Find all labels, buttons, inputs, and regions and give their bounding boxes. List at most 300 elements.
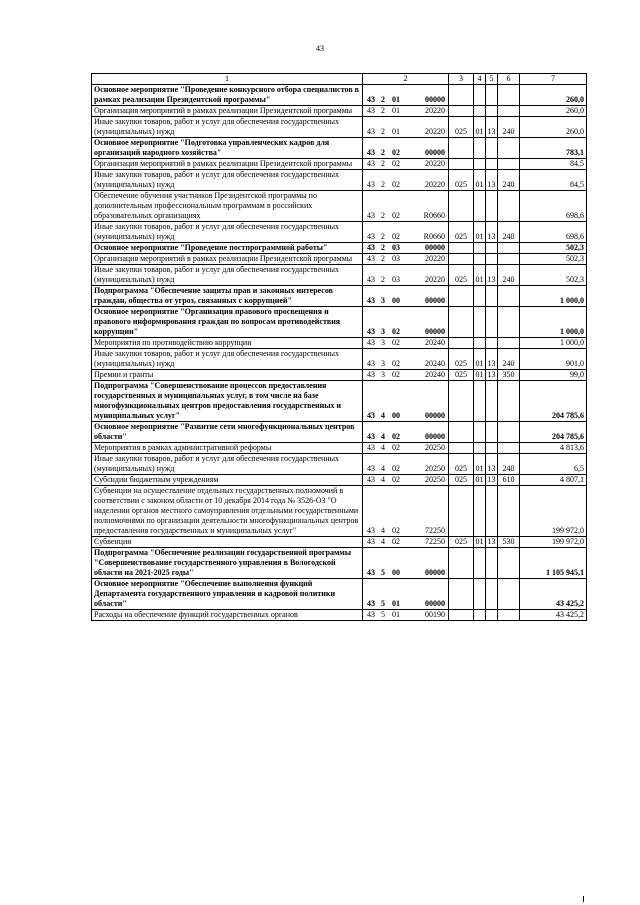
amount: 43 425,2 [520, 579, 587, 610]
target-code [363, 486, 449, 537]
section-code [474, 579, 486, 610]
expense-type-code [498, 159, 520, 170]
code-part: 72250 [425, 537, 445, 546]
subsection-code [486, 254, 498, 265]
code-part: R0660 [423, 211, 445, 220]
ministry-code [449, 243, 474, 254]
header-cell: 7 [520, 74, 587, 85]
budget-table [91, 73, 587, 621]
code-part: 20220 [425, 180, 445, 189]
table-row [92, 579, 587, 610]
code-part: 02 [392, 232, 400, 241]
table-row [92, 443, 587, 454]
target-code [363, 85, 449, 106]
item-name: Организация мероприятий в рамках реализации Президентской программы [92, 254, 363, 265]
code-part: 02 [392, 148, 400, 157]
target-code [363, 548, 449, 579]
amount: 204 785,6 [520, 422, 587, 443]
table-row [92, 610, 587, 621]
subsection-code [486, 159, 498, 170]
code-part: 00000 [425, 568, 445, 577]
code-part: 43 [367, 327, 375, 336]
amount: 901,0 [520, 349, 587, 370]
expense-type-code [498, 85, 520, 106]
amount: 260,0 [520, 106, 587, 117]
code-part: 2 [381, 243, 385, 252]
code-part: 00000 [425, 296, 445, 305]
ministry-code [449, 159, 474, 170]
item-name: Иные закупки товаров, работ и услуг для обеспечения государственных (муниципальных) нужд [92, 222, 363, 243]
code-part: 2 [381, 106, 385, 115]
subsection-code: 13 [486, 454, 498, 475]
code-part: 20220 [425, 127, 445, 136]
page-number: 43 [316, 44, 324, 53]
item-name: Основное мероприятие "Обеспечение выполнения функций Департамента государственного управления и кадровой политики области" [92, 579, 363, 610]
target-code [363, 138, 449, 159]
code-part: 2 [381, 159, 385, 168]
code-part: 43 [367, 148, 375, 157]
ministry-code [449, 548, 474, 579]
code-part: 02 [392, 338, 400, 347]
code-part: 03 [392, 275, 400, 284]
code-part: 02 [392, 159, 400, 168]
code-part: 2 [381, 95, 385, 104]
header-cell: 3 [449, 74, 474, 85]
ministry-code: 025 [449, 170, 474, 191]
ministry-code [449, 254, 474, 265]
section-code [474, 159, 486, 170]
table-row [92, 548, 587, 579]
subsection-code [486, 579, 498, 610]
target-code [363, 222, 449, 243]
subsection-code [486, 422, 498, 443]
target-code [363, 338, 449, 349]
subsection-code: 13 [486, 349, 498, 370]
expense-type-code [498, 307, 520, 338]
item-name: Основное мероприятие "Проведение конкурсного отбора специалистов в рамках реализации Президентской программы" [92, 85, 363, 106]
expense-type-code [498, 106, 520, 117]
item-name: Подпрограмма "Совершенствование процессов предоставления государственных и муниципальных услуг, в том числе на базе многофункциональных центров предоставления государственных и муниципальных услуг" [92, 381, 363, 422]
section-code [474, 338, 486, 349]
subsection-code [486, 443, 498, 454]
amount: 99,0 [520, 370, 587, 381]
code-part: 43 [367, 159, 375, 168]
code-part: 43 [367, 432, 375, 441]
expense-type-code [498, 486, 520, 537]
target-code [363, 443, 449, 454]
section-code [474, 286, 486, 307]
target-code [363, 579, 449, 610]
ministry-code: 025 [449, 370, 474, 381]
code-part: 4 [381, 432, 385, 441]
item-name: Подпрограмма "Обеспечение защиты прав и законных интересов граждан, общества от угроз, связанных с коррупцией" [92, 286, 363, 307]
table-row [92, 370, 587, 381]
subsection-code [486, 338, 498, 349]
expense-type-code [498, 548, 520, 579]
code-part: 02 [392, 359, 400, 368]
section-code [474, 486, 486, 537]
amount: 502,3 [520, 265, 587, 286]
subsection-code [486, 381, 498, 422]
code-part: 43 [367, 180, 375, 189]
amount: 502,3 [520, 243, 587, 254]
section-code [474, 138, 486, 159]
subsection-code: 13 [487, 537, 496, 546]
code-part: 02 [392, 537, 400, 546]
expense-type-code [498, 579, 520, 610]
code-part: 43 [367, 243, 375, 252]
table-row [92, 286, 587, 307]
subsection-code: 13 [486, 265, 498, 286]
code-part: 02 [392, 370, 400, 379]
code-part: 02 [392, 475, 400, 484]
header-cell: 2 [363, 74, 449, 85]
code-part: 4 [381, 475, 385, 484]
target-code [363, 254, 449, 265]
expense-type-code: 240 [498, 117, 520, 138]
amount: 199 972,0 [520, 537, 587, 548]
section-code [474, 422, 486, 443]
code-part: 00 [392, 568, 400, 577]
table-row [92, 422, 587, 443]
code-part: 00000 [425, 95, 445, 104]
code-part: 43 [367, 106, 375, 115]
code-part: 01 [392, 610, 400, 619]
code-part: 20250 [425, 475, 445, 484]
code-part: 3 [381, 370, 385, 379]
code-part: 20220 [425, 275, 445, 284]
item-name: Основное мероприятие "Подготовка управленческих кадров для организаций народного хозяйства" [92, 138, 363, 159]
target-code [363, 159, 449, 170]
item-name: Субвенции на осуществление отдельных государственных полномочий в соответствии с законом области от 10 декабря 2014 года № 3526-ОЗ "О наделении органов местного самоуправления отдельными государственными полномочиями по организации деятельности многофункциональных центров предоставления государственных и муниципальных услуг" [92, 486, 363, 537]
expense-type-code [498, 191, 520, 222]
subsection-code [486, 486, 498, 537]
section-code: 01 [474, 222, 486, 243]
expense-type-code [498, 338, 520, 349]
target-code [363, 475, 449, 486]
amount: 43 425,2 [520, 610, 587, 621]
amount: 260,0 [520, 85, 587, 106]
section-code [474, 191, 486, 222]
code-part: 00000 [425, 411, 445, 420]
expense-type-code: 610 [498, 475, 520, 486]
table-row [92, 106, 587, 117]
amount: 783,1 [520, 138, 587, 159]
code-part: 20240 [425, 370, 445, 379]
target-code [363, 170, 449, 191]
target-code [363, 243, 449, 254]
code-part: 43 [367, 296, 375, 305]
target-code [363, 381, 449, 422]
code-part: 00 [392, 296, 400, 305]
code-part: 03 [392, 243, 400, 252]
code-part: 4 [381, 411, 385, 420]
section-code [474, 381, 486, 422]
code-part: 43 [367, 254, 375, 263]
amount: 4 813,6 [520, 443, 587, 454]
section-code: 01 [475, 475, 484, 484]
subsection-code [486, 138, 498, 159]
amount: 1 105 945,1 [520, 548, 587, 579]
ministry-code [449, 85, 474, 106]
item-name: Подпрограмма "Обеспечение реализации государственной программы "Совершенствование государственного управления в Вологодской области на 2021-2025 годы" [92, 548, 363, 579]
expense-type-code: 240 [498, 454, 520, 475]
table-row [92, 159, 587, 170]
header-cell: 5 [486, 74, 498, 85]
section-code: 01 [474, 117, 486, 138]
code-part: 01 [392, 106, 400, 115]
code-part: 01 [392, 95, 400, 104]
ministry-code: 025 [449, 454, 474, 475]
code-part: 5 [381, 599, 385, 608]
code-part: 20240 [425, 338, 445, 347]
ministry-code: 025 [449, 222, 474, 243]
section-code [474, 243, 486, 254]
amount: 698,6 [520, 222, 587, 243]
item-name: Иные закупки товаров, работ и услуг для обеспечения государственных (муниципальных) нужд [92, 117, 363, 138]
code-part: 2 [381, 275, 385, 284]
code-part: 3 [381, 327, 385, 336]
table-row [92, 254, 587, 265]
ministry-code [449, 486, 474, 537]
code-part: 43 [367, 464, 375, 473]
table-row [92, 486, 587, 537]
table-row [92, 349, 587, 370]
code-part: 2 [381, 254, 385, 263]
code-part: 43 [367, 443, 375, 452]
subsection-code [486, 286, 498, 307]
ministry-code [449, 579, 474, 610]
item-name: Субвенции [92, 537, 363, 548]
code-part: 43 [367, 127, 375, 136]
code-part: 4 [381, 464, 385, 473]
code-part: 4 [381, 443, 385, 452]
code-part: 43 [367, 370, 375, 379]
code-part: 43 [367, 95, 375, 104]
code-part: 2 [381, 127, 385, 136]
table-row [92, 138, 587, 159]
expense-type-code: 240 [498, 222, 520, 243]
target-code [363, 307, 449, 338]
ministry-code [449, 610, 474, 621]
expense-type-code [498, 381, 520, 422]
ministry-code: 025 [449, 265, 474, 286]
section-code [474, 548, 486, 579]
ministry-code [449, 191, 474, 222]
item-name: Основное мероприятие "Проведение постпрограммной работы" [92, 243, 363, 254]
item-name: Основное мероприятие "Организация правового просвещения и правового информирования граждан по вопросам противодействия коррупции" [92, 307, 363, 338]
table-row [92, 170, 587, 191]
target-code [363, 537, 449, 548]
item-name: Организация мероприятий в рамках реализации Президентской программы [92, 106, 363, 117]
subsection-code: 13 [486, 117, 498, 138]
code-part: 02 [392, 211, 400, 220]
table-row [92, 85, 587, 106]
table-header-row [92, 74, 587, 85]
amount: 6,5 [520, 454, 587, 475]
header-cell: 4 [474, 74, 486, 85]
code-part: 02 [392, 464, 400, 473]
code-part: 20250 [425, 464, 445, 473]
expense-type-code [498, 138, 520, 159]
code-part: 02 [392, 327, 400, 336]
code-part: 3 [381, 359, 385, 368]
code-part: 20220 [425, 159, 445, 168]
amount: 1 000,0 [520, 286, 587, 307]
table-row [92, 475, 587, 486]
target-code [363, 106, 449, 117]
amount: 1 000,0 [520, 338, 587, 349]
amount: 1 000,0 [520, 307, 587, 338]
target-code [363, 265, 449, 286]
table-row [92, 454, 587, 475]
code-part: 5 [381, 610, 385, 619]
item-name: Иные закупки товаров, работ и услуг для обеспечения государственных (муниципальных) нужд [92, 170, 363, 191]
amount: 204 785,6 [520, 381, 587, 422]
code-part: 00000 [425, 327, 445, 336]
code-part: 43 [367, 475, 375, 484]
expense-type-code: 350 [498, 370, 520, 381]
subsection-code [486, 307, 498, 338]
item-name: Расходы на обеспечение функций государственных органов [92, 610, 363, 621]
subsection-code: 13 [487, 370, 496, 379]
amount: 260,0 [520, 117, 587, 138]
subsection-code [486, 85, 498, 106]
subsection-code [486, 548, 498, 579]
expense-type-code [498, 243, 520, 254]
section-code: 01 [475, 537, 484, 546]
ministry-code [449, 422, 474, 443]
section-code [474, 610, 486, 621]
expense-type-code: 240 [498, 349, 520, 370]
ministry-code [449, 338, 474, 349]
item-name: Субсидии бюджетным учреждениям [92, 475, 363, 486]
code-part: 02 [392, 443, 400, 452]
code-part: 20250 [425, 443, 445, 452]
code-part: 00000 [425, 243, 445, 252]
ministry-code: 025 [449, 475, 474, 486]
code-part: 43 [367, 537, 375, 546]
header-cell: 1 [92, 74, 363, 85]
section-code [474, 85, 486, 106]
code-part: 5 [381, 568, 385, 577]
amount: 84,5 [520, 170, 587, 191]
code-part: 43 [367, 338, 375, 347]
section-code [474, 307, 486, 338]
code-part: 00000 [425, 148, 445, 157]
code-part: 20220 [425, 254, 445, 263]
table-row [92, 307, 587, 338]
code-part: 43 [367, 610, 375, 619]
code-part: 01 [392, 599, 400, 608]
code-part: 43 [367, 526, 375, 535]
code-part: 02 [392, 526, 400, 535]
ministry-code [449, 307, 474, 338]
table-row [92, 265, 587, 286]
section-code: 01 [474, 265, 486, 286]
item-name: Основное мероприятие "Развитие сети многофункциональных центров области" [92, 422, 363, 443]
section-code: 01 [474, 454, 486, 475]
item-name: Мероприятия по противодействию коррупции [92, 338, 363, 349]
expense-type-code [498, 422, 520, 443]
code-part: 20220 [425, 106, 445, 115]
code-part: 4 [381, 537, 385, 546]
code-part: 4 [381, 526, 385, 535]
code-part: 3 [381, 296, 385, 305]
item-name: Иные закупки товаров, работ и услуг для обеспечения государственных (муниципальных) нужд [92, 349, 363, 370]
expense-type-code [498, 610, 520, 621]
code-part: 43 [367, 568, 375, 577]
code-part: 00190 [425, 610, 445, 619]
code-part: 01 [392, 127, 400, 136]
subsection-code [486, 243, 498, 254]
expense-type-code: 240 [498, 265, 520, 286]
expense-type-code: 240 [498, 170, 520, 191]
amount: 84,5 [520, 159, 587, 170]
ministry-code [449, 381, 474, 422]
code-part: 00000 [425, 599, 445, 608]
ministry-code: 025 [449, 537, 474, 548]
code-part: R0660 [423, 232, 445, 241]
section-code [474, 254, 486, 265]
section-code [474, 106, 486, 117]
target-code [363, 349, 449, 370]
table-row [92, 243, 587, 254]
code-part: 43 [367, 599, 375, 608]
item-name: Иные закупки товаров, работ и услуг для обеспечения государственных (муниципальных) нужд [92, 265, 363, 286]
table-row [92, 338, 587, 349]
code-part: 20240 [425, 359, 445, 368]
amount: 698,6 [520, 191, 587, 222]
target-code [363, 422, 449, 443]
target-code [363, 370, 449, 381]
amount: 502,3 [520, 254, 587, 265]
code-part: 00 [392, 411, 400, 420]
code-part: 43 [367, 211, 375, 220]
section-code: 01 [474, 170, 486, 191]
expense-type-code [498, 254, 520, 265]
subsection-code: 13 [486, 170, 498, 191]
ministry-code [449, 138, 474, 159]
ministry-code [449, 106, 474, 117]
code-part: 43 [367, 275, 375, 284]
item-name: Организация мероприятий в рамках реализации Президентской программы [92, 159, 363, 170]
target-code [363, 117, 449, 138]
subsection-code: 13 [486, 222, 498, 243]
code-part: 3 [381, 338, 385, 347]
ministry-code: 025 [449, 349, 474, 370]
target-code [363, 286, 449, 307]
code-part: 43 [367, 359, 375, 368]
code-part: 2 [381, 232, 385, 241]
header-cell: 6 [498, 74, 520, 85]
item-name: Иные закупки товаров, работ и услуг для обеспечения государственных (муниципальных) нужд [92, 454, 363, 475]
subsection-code [486, 610, 498, 621]
code-part: 72250 [425, 526, 445, 535]
target-code [363, 610, 449, 621]
ministry-code [449, 286, 474, 307]
code-part: 2 [381, 211, 385, 220]
code-part: 43 [367, 232, 375, 241]
table-row [92, 222, 587, 243]
code-part: 00000 [425, 432, 445, 441]
section-code [474, 443, 486, 454]
expense-type-code: 530 [498, 537, 520, 548]
item-name: Обеспечение обучения участников Президентской программы по дополнительным профессиональным программам в российских образовательных организациях [92, 191, 363, 222]
code-part: 2 [381, 148, 385, 157]
subsection-code: 13 [487, 475, 496, 484]
code-part: 03 [392, 254, 400, 263]
